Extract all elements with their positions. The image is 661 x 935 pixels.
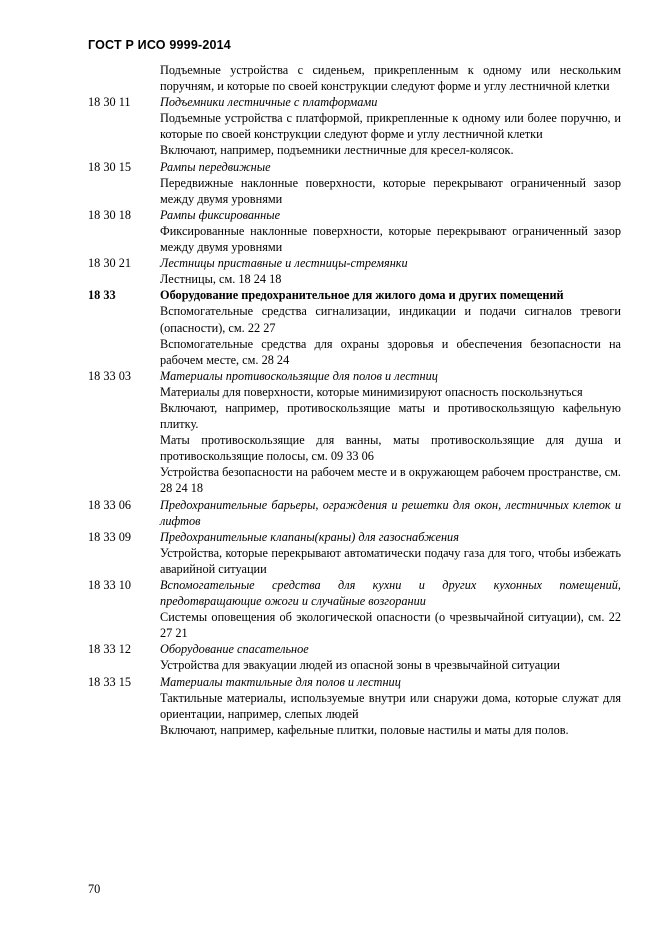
entry-row [88, 641, 621, 657]
entry-row [88, 255, 621, 271]
entry-text-block [160, 175, 621, 207]
entry-text-block [160, 142, 621, 158]
entry-code: 18 30 21 [88, 256, 132, 271]
entry-row [88, 400, 621, 432]
entry-code: 18 33 15 [88, 674, 132, 689]
entry-text-block [160, 271, 621, 287]
entry-text-block [160, 159, 621, 175]
entry-row [88, 62, 621, 94]
entry-title: Рампы передвижные [160, 159, 271, 174]
entry-text-block [160, 657, 621, 673]
entry-row [88, 94, 621, 110]
entry-description: Лестницы, см. 18 24 18 [160, 272, 282, 287]
entry-text-block [160, 529, 621, 545]
entry-title: Предохранительные клапаны(краны) для газоснабжения [160, 529, 459, 544]
entry-text-block [160, 497, 621, 529]
entry-row [88, 577, 621, 609]
page-number: 70 [88, 882, 101, 896]
entry-title: Лестницы приставные и лестницы-стремянки [160, 256, 408, 271]
entry-row [88, 303, 621, 335]
entry-code: 18 33 06 [88, 497, 132, 512]
entry-description: Вспомогательные средства для охраны здоровья и обеспечения безопасности на рабочем месте, см. 28 24 [160, 336, 621, 367]
entry-description: Устройства безопасности на рабочем месте и в окружающем рабочем пространстве, см. 28 24 18 [160, 465, 621, 496]
entry-text-block [160, 722, 621, 738]
entry-description: Тактильные материалы, используемые внутри или снаружи дома, которые служат для ориентации, например, слепых людей [160, 690, 621, 721]
entry-row [88, 223, 621, 255]
entry-description: Включают, например, кафельные плитки, половые настилы и маты для полов. [160, 722, 569, 737]
entry-code: 18 30 11 [88, 95, 131, 110]
entry-description: Устройства для эвакуации людей из опасной зоны в чрезвычайной ситуации [160, 658, 560, 673]
entry-code: 18 33 03 [88, 368, 132, 383]
entry-title: Подъемники лестничные с платформами [160, 95, 378, 110]
entry-description: Передвижные наклонные поверхности, которые перекрывают ограниченный зазор между двумя уровнями [160, 175, 621, 206]
entry-description: Включают, например, подъемники лестничные для кресел-колясок. [160, 143, 514, 158]
entry-text-block [160, 577, 621, 609]
entry-code: 18 30 18 [88, 207, 132, 222]
entry-row [88, 432, 621, 464]
entry-row [88, 674, 621, 690]
entry-title: Рампы фиксированные [160, 207, 281, 222]
entry-text-block [160, 223, 621, 255]
entry-text-block [160, 641, 621, 657]
entry-row [88, 110, 621, 142]
entry-row [88, 142, 621, 158]
entry-row [88, 529, 621, 545]
entry-text-block [160, 94, 621, 110]
entry-row [88, 159, 621, 175]
entry-row [88, 368, 621, 384]
entry-code: 18 33 [88, 288, 116, 303]
entry-text-block [160, 674, 621, 690]
entry-row [88, 207, 621, 223]
entry-text-block [160, 400, 621, 432]
entry-row [88, 287, 621, 303]
entry-row [88, 722, 621, 738]
entry-row [88, 609, 621, 641]
entry-text-block [160, 432, 621, 464]
entry-title: Предохранительные барьеры, ограждения и решетки для окон, лестничных клеток и лифтов [160, 497, 621, 528]
entry-text-block [160, 287, 621, 303]
entry-title: Материалы противоскользящие для полов и лестниц [160, 368, 438, 383]
entry-text-block [160, 255, 621, 271]
entry-description: Системы оповещения об экологической опасности (о чрезвычайной ситуации), см. 22 27 21 [160, 610, 621, 641]
entry-text-block [160, 368, 621, 384]
entry-text-block [160, 464, 621, 496]
entry-description: Включают, например, противоскользящие маты и противоскользящую кафельную плитку. [160, 400, 621, 432]
entry-text-block [160, 545, 621, 577]
entry-row [88, 545, 621, 577]
page-header: ГОСТ Р ИСО 9999-2014 [88, 38, 231, 52]
entry-row [88, 175, 621, 207]
entry-text-block [160, 609, 621, 641]
entry-description: Подъемные устройства с платформой, прикрепленные к одному или более поручню, и которые по своей конструкции следуют форме и углу лестничной клетки [160, 111, 621, 142]
entry-description: Материалы для поверхности, которые минимизируют опасность поскользнуться [160, 384, 583, 399]
entry-description: Подъемные устройства с сиденьем, прикрепленным к одному или нескольким поручням, и которые по своей конструкции следуют форме и углу лестничной клетки [160, 63, 621, 94]
entry-heading: Оборудование предохранительное для жилого дома и других помещений [160, 288, 564, 303]
entry-code: 18 33 12 [88, 642, 132, 657]
entry-code: 18 30 15 [88, 159, 132, 174]
entry-row [88, 657, 621, 673]
entry-row [88, 690, 621, 722]
entry-row [88, 336, 621, 368]
entry-text-block [160, 384, 621, 400]
entry-text-block [160, 690, 621, 722]
entry-text-block [160, 336, 621, 368]
entry-description: Устройства, которые перекрывают автоматически подачу газа для того, чтобы избежать аварийной ситуации [160, 545, 621, 576]
entry-code: 18 33 09 [88, 529, 132, 544]
entry-text-block [160, 62, 621, 94]
entry-description: Вспомогательные средства сигнализации, индикации и подачи сигналов тревоги (опасности), см. 22 27 [160, 304, 621, 335]
entry-text-block [160, 207, 621, 223]
entry-list [88, 62, 621, 738]
entry-row [88, 271, 621, 287]
entry-description: Маты противоскользящие для ванны, маты противоскользящие для душа и противоскользящие полосы, см. 09 33 06 [160, 433, 621, 464]
entry-text-block [160, 110, 621, 142]
entry-text-block [160, 303, 621, 335]
entry-title: Материалы тактильные для полов и лестниц [160, 674, 401, 689]
entry-row [88, 464, 621, 496]
entry-title: Вспомогательные средства для кухни и других кухонных помещений, предотвращающие ожоги и случайные возгорании [160, 578, 621, 609]
entry-row [88, 497, 621, 529]
entry-title: Оборудование спасательное [160, 642, 309, 657]
entry-row [88, 384, 621, 400]
entry-code: 18 33 10 [88, 578, 132, 592]
entry-description: Фиксированные наклонные поверхности, которые перекрывают ограниченный зазор между двумя уровнями [160, 223, 621, 255]
